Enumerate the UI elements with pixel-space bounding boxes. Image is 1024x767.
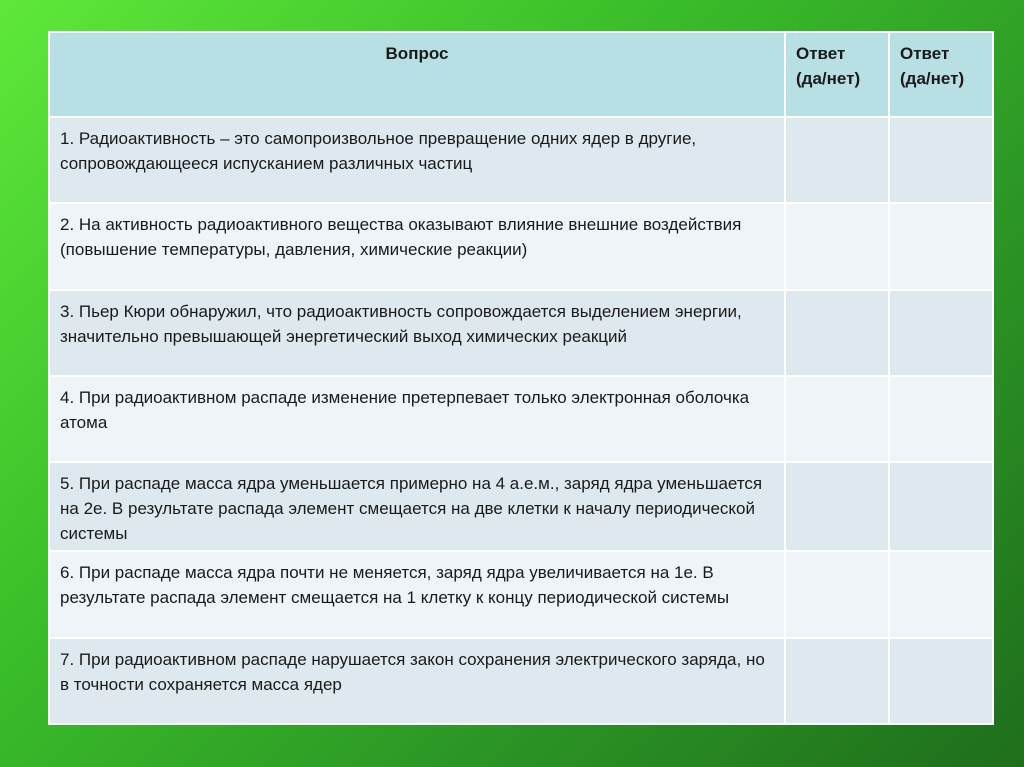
answer-cell-1[interactable]: [785, 462, 889, 551]
table-header-row: [49, 32, 993, 117]
answer-cell-1[interactable]: [785, 290, 889, 376]
header-answer-1: Ответ (да/нет): [785, 32, 889, 117]
answer-cell-1[interactable]: [785, 638, 889, 724]
table-row: [49, 638, 993, 724]
table-row: [49, 376, 993, 462]
answer-cell-2[interactable]: [889, 551, 993, 638]
answer-cell-1[interactable]: [785, 551, 889, 638]
header-question: Вопрос: [49, 32, 785, 117]
answer-cell-1[interactable]: [785, 376, 889, 462]
table-row: [49, 462, 993, 551]
question-cell: 2. На активность радиоактивного вещества оказывают влияние внешние воздействия (повышение температуры, давления, химические реакции): [49, 203, 785, 290]
answer-cell-2[interactable]: [889, 290, 993, 376]
table-row: [49, 551, 993, 638]
question-cell: 1. Радиоактивность – это самопроизвольное превращение одних ядер в другие, сопровождающееся испусканием различных частиц: [49, 117, 785, 203]
question-cell: 4. При радиоактивном распаде изменение претерпевает только электронная оболочка атома: [49, 376, 785, 462]
question-cell: 6. При распаде масса ядра почти не меняется, заряд ядра увеличивается на 1е. В результате распада элемент смещается на 1 клетку к концу периодической системы: [49, 551, 785, 638]
table-row: [49, 290, 993, 376]
header-answer-2: Ответ (да/нет): [889, 32, 993, 117]
question-cell: 3. Пьер Кюри обнаружил, что радиоактивность сопровождается выделением энергии, значительно превышающей энергетический выход химических реакций: [49, 290, 785, 376]
answer-cell-2[interactable]: [889, 203, 993, 290]
answer-cell-1[interactable]: [785, 203, 889, 290]
slide-frame: [48, 31, 992, 721]
quiz-table: [48, 31, 994, 725]
answer-cell-1[interactable]: [785, 117, 889, 203]
answer-cell-2[interactable]: [889, 117, 993, 203]
answer-cell-2[interactable]: [889, 462, 993, 551]
answer-cell-2[interactable]: [889, 638, 993, 724]
question-cell: 5. При распаде масса ядра уменьшается примерно на 4 а.е.м., заряд ядра уменьшается на 2е. В результате распада элемент смещается на две клетки к началу периодической системы: [49, 462, 785, 551]
question-cell: 7. При радиоактивном распаде нарушается закон сохранения электрического заряда, но в точности сохраняется масса ядер: [49, 638, 785, 724]
answer-cell-2[interactable]: [889, 376, 993, 462]
table-row: [49, 203, 993, 290]
table-row: [49, 117, 993, 203]
